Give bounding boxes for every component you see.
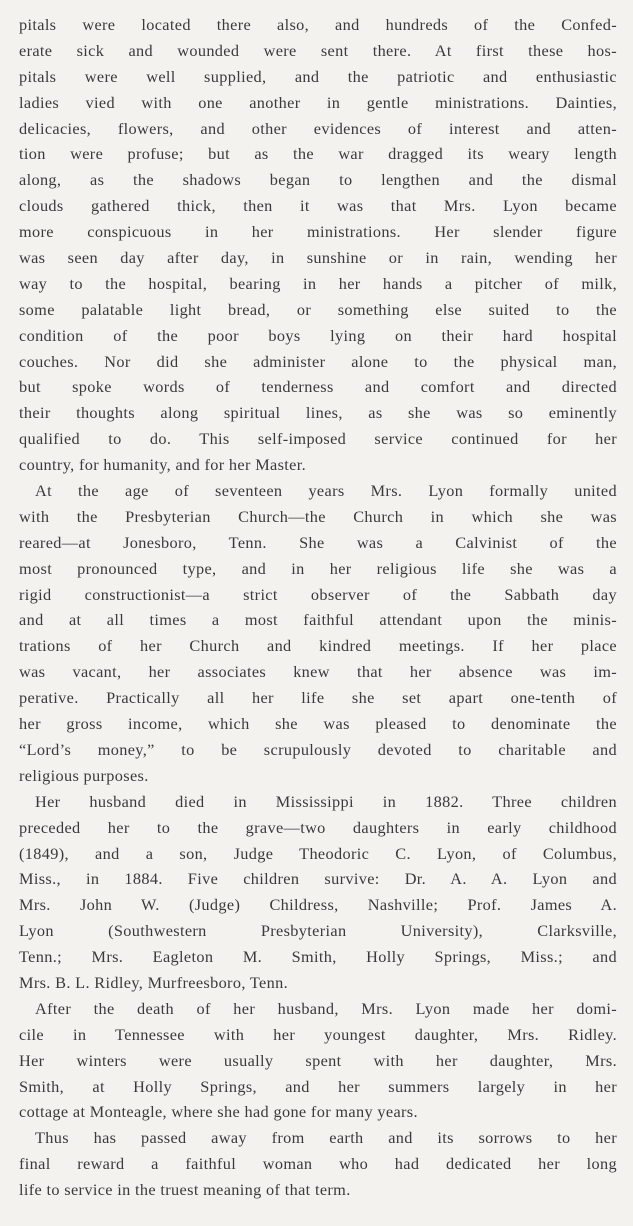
text-line: her gross income, which she was pleased to denominate the <box>19 714 617 734</box>
text-line: perative. Practically all her life she set apart one-tenth of <box>19 688 617 708</box>
text-line: religious purposes. <box>19 765 149 785</box>
text-line: was vacant, her associates knew that her absence was im- <box>19 662 617 682</box>
text-line: delicacies, flowers, and other evidences of interest and atten- <box>19 118 617 138</box>
text-line: and at all times a most faithful attendant upon the minis- <box>19 610 617 630</box>
text-line: Miss., in 1884. Five children survive: Dr. A. A. Lyon and <box>19 869 617 889</box>
text-line: Mrs. B. L. Ridley, Murfreesboro, Tenn. <box>19 972 289 992</box>
text-line: along, as the shadows began to lengthen and the dismal <box>19 170 617 190</box>
text-line: some palatable light bread, or something else suited to the <box>19 299 617 319</box>
paragraph <box>19 1125 617 1203</box>
text-line: “Lord’s money,” to be scrupulously devoted to charitable and <box>19 739 617 759</box>
text-line: final reward a faithful woman who had dedicated her long <box>19 1154 617 1174</box>
text-line: After the death of her husband, Mrs. Lyon made her domi- <box>35 998 617 1018</box>
text-line: Her winters were usually spent with her daughter, Mrs. <box>19 1050 617 1070</box>
text-line: way to the hospital, bearing in her hands a pitcher of milk, <box>19 273 617 293</box>
text-line: rigid constructionist—a strict observer of the Sabbath day <box>19 584 617 604</box>
text-line: cile in Tennessee with her youngest daughter, Mrs. Ridley. <box>19 1024 617 1044</box>
text-line: couches. Nor did she administer alone to the physical man, <box>19 351 617 371</box>
paragraph <box>19 478 617 789</box>
text-line: reared—at Jonesboro, Tenn. She was a Calvinist of the <box>19 532 617 552</box>
text-line: Her husband died in Mississippi in 1882. Three children <box>35 791 617 811</box>
text-line: with the Presbyterian Church—the Church in which she was <box>19 506 617 526</box>
text-line: clouds gathered thick, then it was that Mrs. Lyon became <box>19 196 617 216</box>
text-line: was seen day after day, in sunshine or in rain, wending her <box>19 248 617 268</box>
document-page <box>19 0 617 1203</box>
text-line: preceded her to the grave—two daughters in early childhood <box>19 817 617 837</box>
text-line: more conspicuous in her ministrations. Her slender figure <box>19 222 617 242</box>
text-line: qualified to do. This self-imposed service continued for her <box>19 429 617 449</box>
paragraph <box>19 996 617 1125</box>
text-line: life to service in the truest meaning of that term. <box>19 1180 351 1200</box>
text-line: erate sick and wounded were sent there. At first these hos- <box>19 40 617 60</box>
text-line: but spoke words of tenderness and comfort and directed <box>19 377 617 397</box>
text-line: Smith, at Holly Springs, and her summers largely in her <box>19 1076 617 1096</box>
text-line: country, for humanity, and for her Master. <box>19 455 307 475</box>
text-line: Tenn.; Mrs. Eagleton M. Smith, Holly Springs, Miss.; and <box>19 947 617 967</box>
paragraph <box>19 789 617 996</box>
paragraph <box>19 12 617 478</box>
text-line: their thoughts along spiritual lines, as she was so eminently <box>19 403 617 423</box>
text-line: At the age of seventeen years Mrs. Lyon formally united <box>35 481 617 501</box>
text-line: condition of the poor boys lying on their hard hospital <box>19 325 617 345</box>
text-line: tion were profuse; but as the war dragged its weary length <box>19 144 617 164</box>
text-line: Thus has passed away from earth and its sorrows to her <box>35 1128 617 1148</box>
text-line: cottage at Monteagle, where she had gone for many years. <box>19 1102 418 1122</box>
text-line: most pronounced type, and in her religious life she was a <box>19 558 617 578</box>
text-line: pitals were located there also, and hundreds of the Confed- <box>19 15 617 34</box>
text-line: ladies vied with one another in gentle ministrations. Dainties, <box>19 92 617 112</box>
text-line: (1849), and a son, Judge Theodoric C. Lyon, of Columbus, <box>19 843 617 863</box>
text-line: Mrs. John W. (Judge) Childress, Nashville; Prof. James A. <box>19 895 617 915</box>
text-line: pitals were well supplied, and the patriotic and enthusiastic <box>19 66 617 86</box>
text-line: Lyon (Southwestern Presbyterian University), Clarksville, <box>19 921 617 941</box>
text-line: trations of her Church and kindred meetings. If her place <box>19 636 617 656</box>
